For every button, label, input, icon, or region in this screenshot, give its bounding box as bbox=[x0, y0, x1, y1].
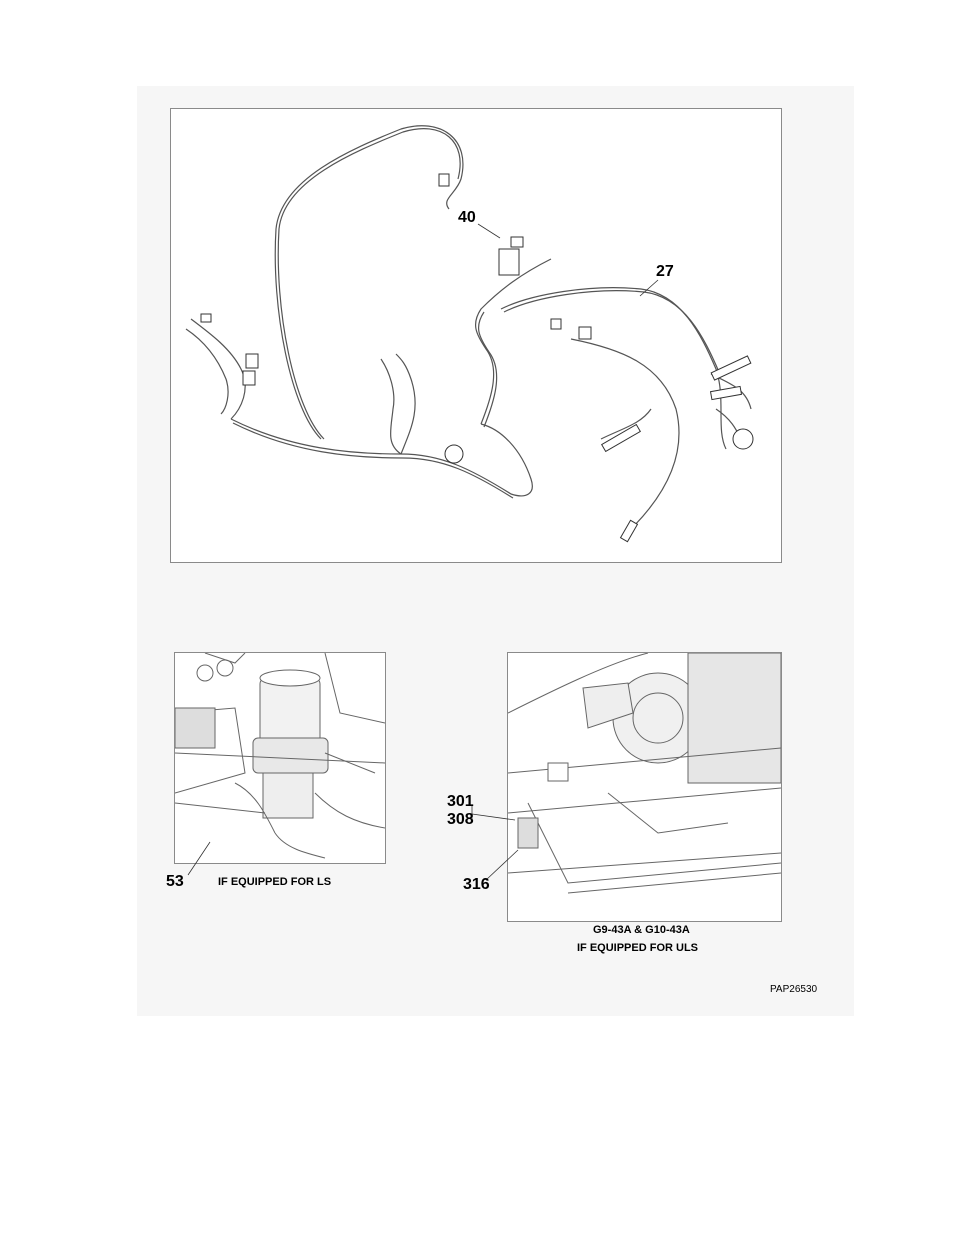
callout-sensor-left: 53 bbox=[166, 873, 184, 890]
caption-ls: IF EQUIPPED FOR LS bbox=[218, 876, 332, 888]
uls-transmission-illustration bbox=[508, 653, 781, 921]
wire-harness-illustration bbox=[171, 109, 781, 562]
callout-part-301: 301 bbox=[447, 793, 474, 810]
ls-sensor-illustration bbox=[175, 653, 385, 863]
ls-equipment-view bbox=[174, 652, 386, 864]
uls-equipment-view bbox=[507, 652, 782, 922]
callout-part-316: 316 bbox=[463, 876, 490, 893]
figure-id: PAP26530 bbox=[770, 984, 818, 995]
caption-uls: IF EQUIPPED FOR ULS bbox=[577, 942, 699, 954]
wire-harness-view bbox=[170, 108, 782, 563]
caption-models: G9-43A & G10-43A bbox=[593, 924, 690, 936]
callout-part-308: 308 bbox=[447, 811, 474, 828]
callout-harness-connector: 40 bbox=[458, 209, 476, 226]
callout-wire-harness: 27 bbox=[656, 263, 674, 280]
